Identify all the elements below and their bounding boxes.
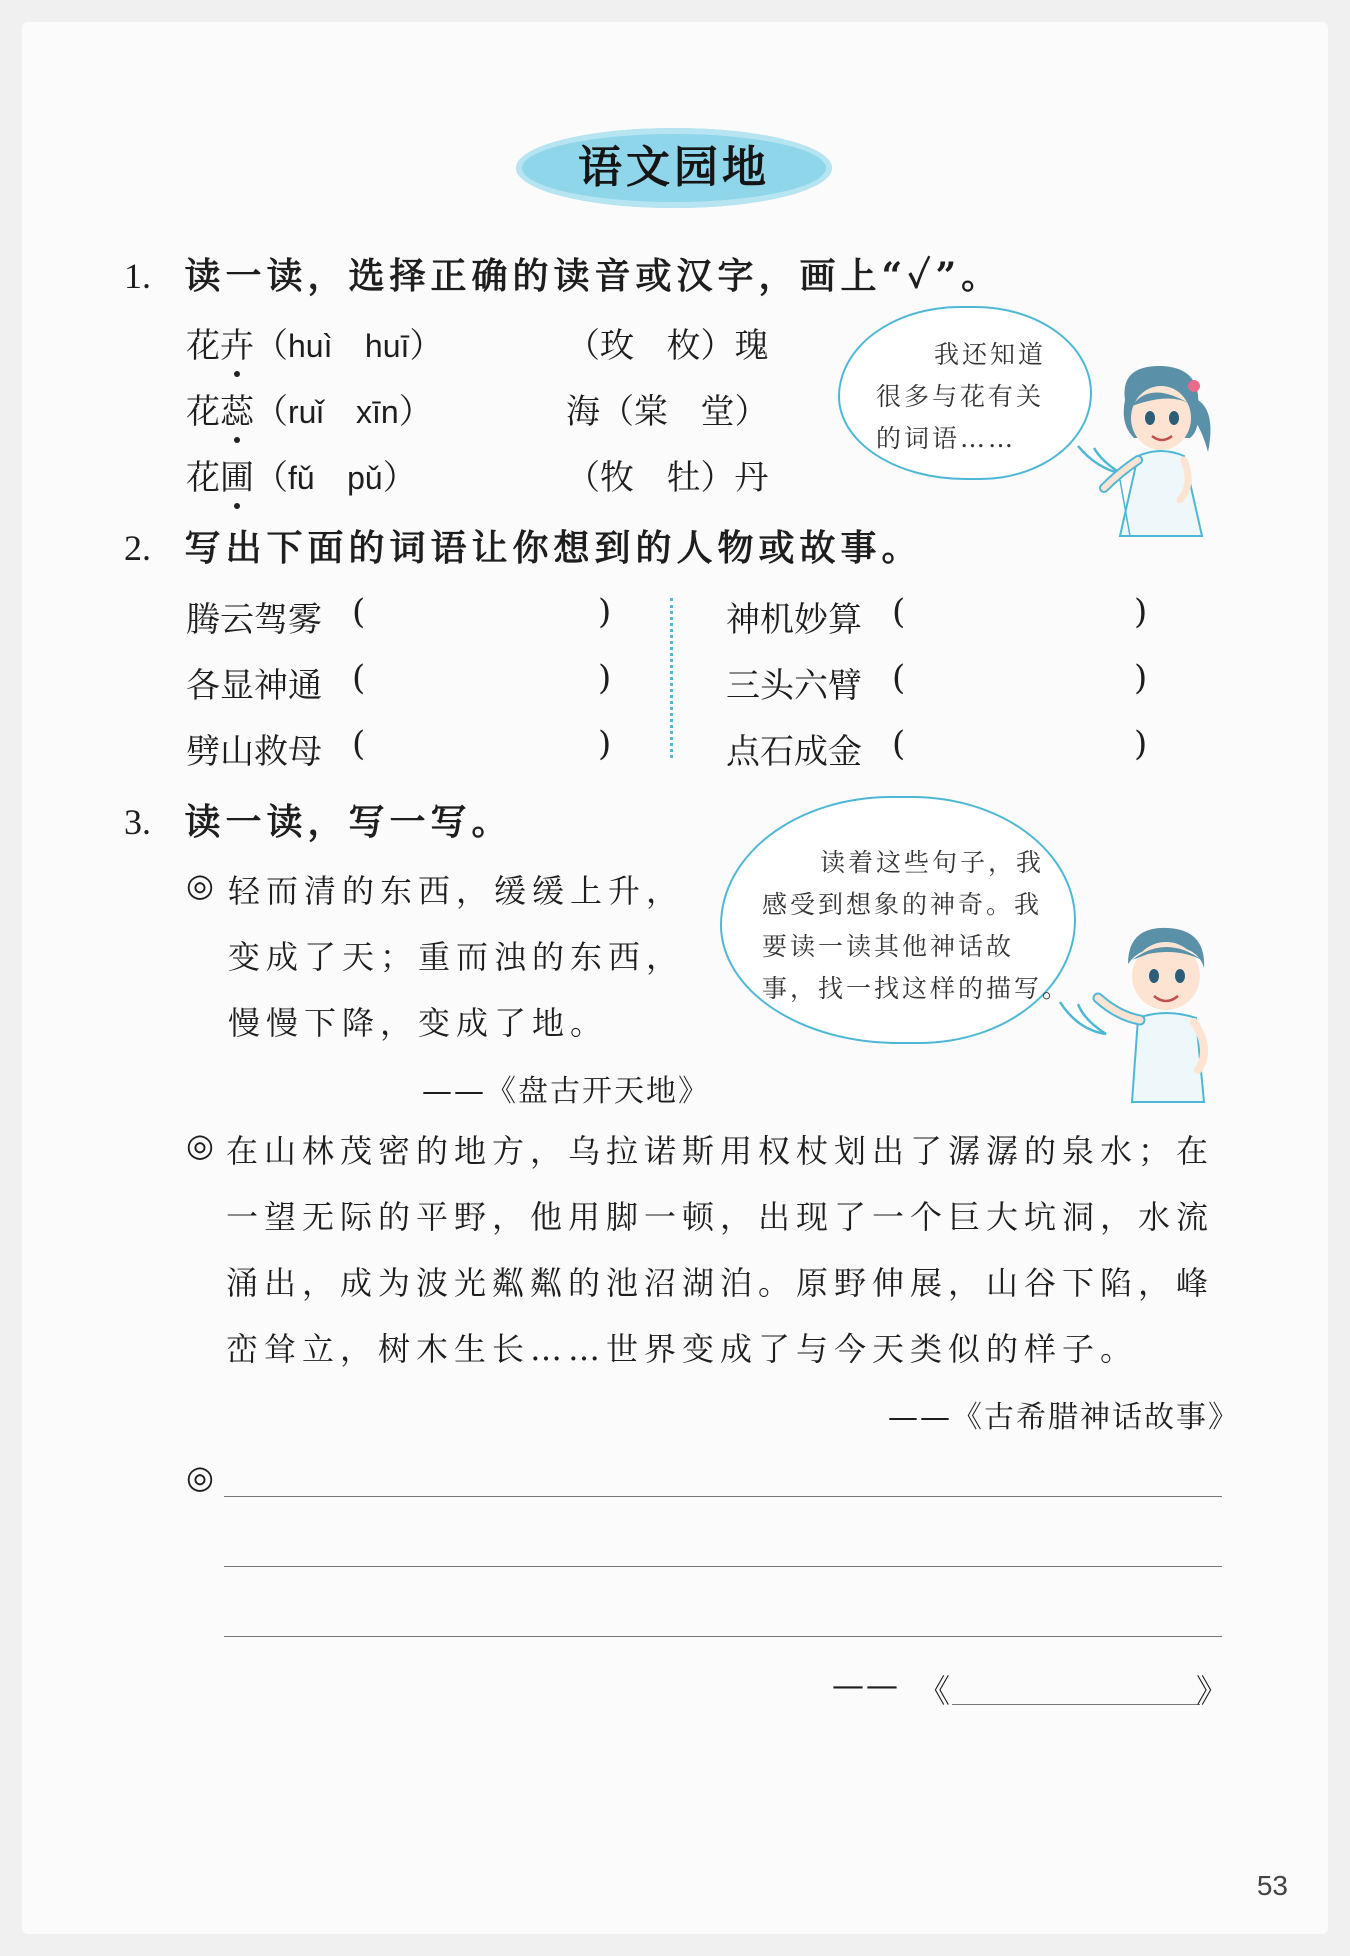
char-option[interactable]: 牧 bbox=[600, 458, 634, 498]
q2-heading bbox=[124, 520, 923, 571]
q2-left-word-3: 劈山救母 bbox=[186, 732, 322, 772]
passage-1-source: ——《盘古开天地》 bbox=[422, 1074, 710, 1109]
pinyin-option[interactable]: fǔ bbox=[288, 460, 315, 496]
pinyin-option[interactable]: ruǐ bbox=[288, 394, 324, 430]
girl-illustration bbox=[1090, 360, 1230, 550]
source-blank[interactable] bbox=[952, 1704, 1200, 1705]
q2-right-word-1: 神机妙算 bbox=[726, 600, 862, 640]
q2-left-word-2: 各显神通 bbox=[186, 666, 322, 706]
q1-left-row-1: 花卉（huì huī） bbox=[186, 318, 443, 367]
source-open-bracket: 《 bbox=[918, 1672, 953, 1710]
char-option[interactable]: 牡 bbox=[666, 458, 701, 498]
q2-prompt: 写出下面的词语让你想到的人物或故事。 bbox=[184, 527, 923, 569]
char-option[interactable]: 玫 bbox=[600, 326, 634, 366]
q2-right-word-2: 三头六臂 bbox=[726, 666, 862, 706]
answer-blank[interactable] bbox=[374, 658, 590, 702]
q2-number: 2. bbox=[124, 528, 151, 568]
answer-blank[interactable] bbox=[374, 592, 590, 636]
q1-prompt: 读一读，选择正确的读音或汉字，画上“✓”。 bbox=[184, 255, 1003, 297]
source-close-bracket: 》 bbox=[1196, 1672, 1231, 1710]
q1-right-row-2: 海（棠 堂） bbox=[566, 392, 769, 432]
q3-heading bbox=[124, 794, 513, 845]
bullet-marker: ◎ bbox=[186, 1458, 220, 1496]
answer-blank[interactable] bbox=[914, 658, 1128, 702]
pinyin-option[interactable]: huì bbox=[288, 328, 333, 364]
passage-2-line-3: 涌出，成为波光粼粼的池沼湖泊。原野伸展，山谷下陷，峰 bbox=[226, 1264, 1215, 1302]
marked-char: 蕊 bbox=[220, 384, 254, 433]
q1-left-row-3: 花圃（fǔ pǔ） bbox=[186, 450, 417, 499]
writing-line[interactable] bbox=[224, 1496, 1222, 1497]
pinyin-option[interactable]: pǔ bbox=[347, 460, 383, 496]
boy-illustration bbox=[1088, 920, 1238, 1110]
column-divider bbox=[670, 598, 673, 758]
answer-blank[interactable] bbox=[914, 592, 1128, 636]
passage-2-line-2: 一望无际的平野，他用脚一顿，出现了一个巨大坑洞，水流 bbox=[226, 1198, 1215, 1236]
writing-line[interactable] bbox=[224, 1636, 1222, 1637]
q3-number: 3. bbox=[124, 802, 151, 842]
passage-1-line-2: 变成了天；重而浊的东西， bbox=[228, 938, 685, 976]
pinyin-option[interactable]: huī bbox=[364, 328, 410, 364]
passage-2-line-4: 峦耸立，树木生长……世界变成了与今天类似的样子。 bbox=[226, 1330, 1139, 1368]
bullet-marker: ◎ bbox=[186, 1126, 220, 1164]
answer-blank[interactable] bbox=[374, 724, 590, 768]
passage-2-line-1: 在山林茂密的地方，乌拉诺斯用权杖划出了潺潺的泉水；在 bbox=[226, 1132, 1215, 1170]
marked-char: 圃 bbox=[220, 450, 254, 499]
title-text: 语文园地 bbox=[578, 142, 770, 193]
passage-1-line-1: 轻而清的东西，缓缓上升， bbox=[228, 872, 685, 910]
q1-right-row-3: （牧 牡）丹 bbox=[566, 458, 769, 498]
marked-char: 卉 bbox=[220, 318, 254, 367]
passage-1-line-3: 慢慢下降，变成了地。 bbox=[228, 1004, 609, 1042]
passage-2-source: ——《古希腊神话故事》 bbox=[888, 1400, 1240, 1435]
answer-blank[interactable] bbox=[914, 724, 1128, 768]
q1-heading bbox=[124, 248, 1002, 299]
source-dash: —— bbox=[832, 1666, 900, 1704]
char-option[interactable]: 枚 bbox=[666, 326, 701, 366]
q1-number: 1. bbox=[124, 256, 151, 296]
q1-left-row-2: 花蕊（ruǐ xīn） bbox=[186, 384, 433, 433]
q2-right-word-3: 点石成金 bbox=[726, 732, 862, 772]
char-option[interactable]: 棠 bbox=[634, 392, 668, 432]
q1-right-row-1: （玫 枚）瑰 bbox=[566, 326, 769, 366]
q3-prompt: 读一读，写一写。 bbox=[184, 801, 513, 843]
writing-line[interactable] bbox=[224, 1566, 1222, 1567]
bullet-marker: ◎ bbox=[186, 866, 220, 904]
q2-left-word-1: 腾云驾雾 bbox=[186, 600, 322, 640]
char-option[interactable]: 堂 bbox=[700, 392, 735, 432]
section-title bbox=[516, 128, 832, 208]
pinyin-option[interactable]: xīn bbox=[356, 394, 399, 430]
page-number: 53 bbox=[1256, 1870, 1288, 1901]
